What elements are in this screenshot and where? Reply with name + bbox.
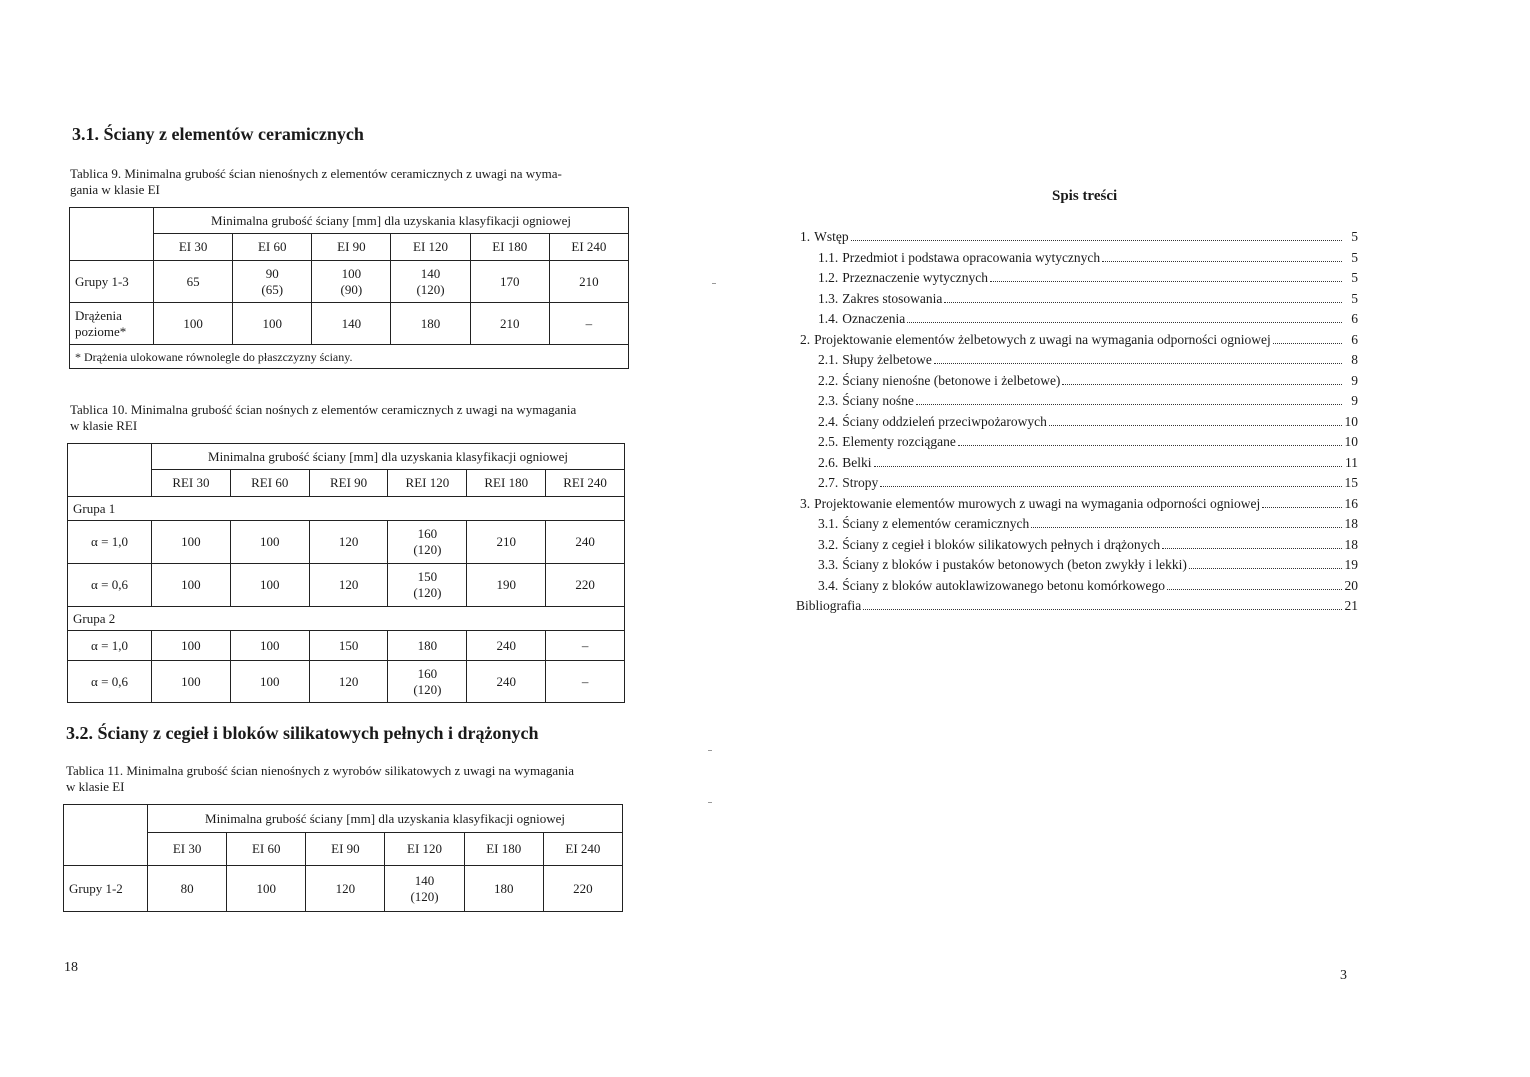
table11-cell-value: 80 (180, 880, 194, 896)
toc-entry[interactable] (796, 332, 1358, 353)
toc-dot-leader (1049, 425, 1342, 426)
toc-entry-title: Ściany nienośne (betonowe i żelbetowe) (842, 372, 1061, 388)
table10-cell (467, 631, 546, 661)
table9-cell (470, 303, 549, 345)
table10-column-header: REI 120 (388, 470, 467, 497)
table10-corner (68, 444, 152, 497)
toc-entry[interactable] (796, 475, 1358, 496)
table9-cell (470, 261, 549, 303)
table10-cell-value: 220 (575, 577, 595, 592)
section-title-3-1: 3.1. Ściany z elementów ceramicznych (72, 124, 364, 144)
table9-cell-value: 140 (420, 265, 441, 281)
toc-entry-page: 10 (1344, 434, 1358, 449)
table9-cell-value: (90) (340, 281, 363, 297)
toc-entry-number: 2.4. (818, 413, 839, 429)
table9-row (70, 261, 629, 303)
table10-row (68, 521, 625, 564)
toc-entry-page: 19 (1344, 557, 1358, 572)
table9-cell (391, 261, 470, 303)
toc-entry-page: 9 (1351, 372, 1358, 388)
toc-entry-number: 2.6. (818, 454, 839, 470)
toc-dot-leader (990, 281, 1342, 282)
table10-cell-value: 100 (259, 577, 280, 592)
table-11 (63, 804, 623, 912)
toc-entry-title: Belki (842, 454, 872, 470)
table10-row-label: α = 0,6 (68, 661, 152, 703)
toc-entry-page: 21 (1344, 598, 1358, 613)
left-page (0, 0, 760, 1077)
toc-entry-title: Zakres stosowania (842, 290, 943, 306)
table11-cell (385, 866, 464, 912)
table10-cell-value: 240 (575, 534, 595, 549)
table10-cell-value: (120) (413, 585, 442, 600)
toc-entry-number: 1.4. (818, 311, 839, 326)
toc-entry-number: 1.2. (818, 270, 839, 285)
table10-cell-value: 100 (181, 534, 201, 549)
toc-entry-title: Ściany z bloków i pustaków betonowych (beton zwykły i lekki) (842, 557, 1187, 572)
table9-row-label-line: poziome* (75, 323, 127, 339)
table11-cell (464, 866, 543, 912)
table9-cell-value: 100 (183, 315, 203, 331)
toc-dot-leader (880, 486, 1342, 487)
table11-row (64, 866, 623, 912)
table10-column-header: REI 240 (546, 470, 625, 497)
table10-cell-value: 240 (496, 637, 516, 653)
toc-entry[interactable] (796, 250, 1358, 271)
toc-entry-page: 11 (1345, 454, 1358, 470)
table10-cell (467, 564, 546, 607)
table11-column-header: EI 90 (306, 833, 385, 866)
toc-entry-page: 5 (1351, 229, 1358, 244)
table10-cell (546, 661, 625, 703)
table9-row-label-line: Drążenia (75, 307, 122, 323)
table9-cell-value: 65 (186, 273, 200, 289)
table10-cell-value: 150 (338, 637, 359, 653)
table10-cell (152, 521, 231, 564)
table9-caption (70, 166, 640, 198)
toc-entry[interactable] (796, 352, 1358, 373)
table9-cell (233, 261, 312, 303)
table10-column-header: REI 60 (230, 470, 309, 497)
table9-column-header: EI 60 (233, 234, 312, 261)
table10-cell-value: 100 (259, 673, 280, 689)
toc-entry-title: Elementy rozciągane (842, 434, 956, 449)
table11-cell (543, 866, 622, 912)
table10-cell (309, 564, 388, 607)
toc-entry-title: Ściany oddzieleń przeciwpożarowych (842, 413, 1047, 429)
scan-speck (708, 802, 712, 803)
table10-cell (388, 661, 467, 703)
toc-entry[interactable] (796, 557, 1358, 578)
table10-cell (309, 631, 388, 661)
toc-entry-number: 1. (800, 229, 811, 244)
table9-cell-value: 100 (341, 265, 362, 281)
toc-entry[interactable] (796, 393, 1358, 414)
table9-row-label: Grupy 1-3 (70, 261, 154, 303)
toc-entry[interactable] (796, 434, 1358, 455)
table11-row-label: Grupy 1-2 (64, 866, 148, 912)
toc-entry-page: 16 (1344, 495, 1358, 511)
page-number-right: 3 (1340, 968, 1347, 983)
table9-cell-value: 140 (341, 315, 362, 331)
table11-cell (148, 866, 227, 912)
table9-cell-value: 210 (499, 315, 520, 331)
toc-entry[interactable] (796, 311, 1358, 332)
toc-entry-title: Przeznaczenie wytycznych (842, 270, 989, 285)
table9-footnote: * Drążenia ulokowane równolegle do płaszczyzny ściany. (70, 345, 629, 369)
table10-cell-value: 160 (417, 526, 438, 541)
table9-caption-line2: gania w klasie EI (70, 182, 160, 197)
toc-entry-number: 2.7. (818, 475, 839, 490)
toc-entry-page: 5 (1351, 270, 1358, 285)
table10-group1: Grupa 1 (68, 497, 625, 521)
table10-row-label: α = 0,6 (68, 564, 152, 607)
table9-column-header: EI 30 (154, 234, 233, 261)
toc-entry-title: Ściany z bloków autoklawizowanego betonu komórkowego (842, 577, 1166, 593)
table11-cell-value: 140 (414, 872, 435, 888)
toc-dot-leader (916, 404, 1342, 405)
toc-entry-number: 3.2. (818, 536, 839, 552)
table9-header: Minimalna grubość ściany [mm] dla uzyskania klasyfikacji ogniowej (154, 208, 629, 234)
toc-entry-page: 5 (1351, 249, 1358, 265)
table9-column-header: EI 180 (470, 234, 549, 261)
table10-cell (388, 564, 467, 607)
toc-dot-leader (1102, 261, 1342, 262)
table11-header: Minimalna grubość ściany [mm] dla uzyskania klasyfikacji ogniowej (148, 805, 623, 833)
table10-cell (152, 564, 231, 607)
table10-cell-value: 120 (338, 673, 359, 689)
toc-entry-page: 6 (1351, 311, 1358, 326)
table9-cell (549, 303, 628, 345)
table9-corner (70, 208, 154, 261)
toc-dot-leader (874, 466, 1343, 467)
toc-entry-number: 2.2. (818, 372, 839, 388)
table10-cell-value: 100 (181, 577, 201, 592)
table9-cell (154, 303, 233, 345)
toc-dot-leader (851, 240, 1342, 241)
table11-column-header: EI 180 (464, 833, 543, 866)
table10-cell-value: 160 (417, 665, 438, 681)
toc-dot-leader (907, 322, 1342, 323)
table10-cell (230, 564, 309, 607)
table10-cell-value: – (581, 637, 589, 653)
table11-cell-value: 180 (493, 880, 514, 896)
toc-title: Spis treści (1052, 188, 1118, 204)
table11-column-header: EI 240 (543, 833, 622, 866)
toc-entry[interactable] (796, 516, 1358, 537)
toc-entry[interactable] (796, 373, 1358, 394)
toc-entry[interactable] (796, 291, 1358, 312)
table9-cell (549, 261, 628, 303)
table11-column-header: EI 30 (148, 833, 227, 866)
table11-caption-line1: Tablica 11. Minimalna grubość ścian nienośnych z wyrobów silikatowych z uwagi na wymagania (66, 763, 575, 778)
table11-cell-value: 100 (256, 880, 276, 896)
table10-cell-value: 100 (181, 637, 201, 653)
table10-cell-value: 150 (417, 569, 438, 584)
table10-cell (152, 631, 231, 661)
table9-cell-value: 90 (265, 265, 279, 281)
toc-entry-number: 2.3. (818, 393, 839, 408)
table10-cell-value: 210 (496, 534, 516, 549)
toc-entry-title: Ściany nośne (842, 393, 914, 408)
table9-cell (312, 303, 391, 345)
toc-entry-number: 2.5. (818, 434, 839, 449)
table10-cell-value: – (581, 673, 589, 689)
scan-speck (712, 283, 716, 284)
toc-entry-title: Słupy żelbetowe (842, 352, 932, 367)
toc-dot-leader (1273, 343, 1342, 344)
table9-cell-value: 170 (499, 273, 520, 289)
table11-column-header: EI 60 (227, 833, 306, 866)
toc-entry[interactable] (796, 598, 1358, 619)
table10-column-header: REI 90 (309, 470, 388, 497)
table10-cell-value: (120) (413, 542, 442, 557)
table10-cell (546, 631, 625, 661)
table9-cell-value: (120) (416, 281, 445, 297)
toc-entry-page: 10 (1344, 413, 1358, 429)
table9-cell (312, 261, 391, 303)
toc-entry-page: 15 (1344, 475, 1358, 490)
toc-entry-title: Ściany z cegieł i bloków silikatowych pełnych i drążonych (842, 536, 1161, 552)
table10-cell-value: 190 (496, 577, 516, 592)
table10-row-label: α = 1,0 (68, 631, 152, 661)
toc-dot-leader (1189, 568, 1342, 569)
table10-caption-line1: Tablica 10. Minimalna grubość ścian nośnych z elementów ceramicznych z uwagi na wymagania (70, 402, 577, 417)
table10-cell (546, 564, 625, 607)
page-number-left: 18 (64, 960, 78, 975)
table10-cell (467, 521, 546, 564)
table9-cell-value: (65) (261, 281, 284, 297)
toc-entry[interactable] (796, 414, 1358, 435)
toc-entry-title: Projektowanie elementów żelbetowych z uwagi na wymagania odporności ogniowej (814, 331, 1271, 347)
toc-dot-leader (1167, 589, 1342, 590)
table10-cell (230, 661, 309, 703)
table10-cell-value: 100 (259, 534, 280, 549)
table11-cell-value: 220 (573, 880, 593, 896)
table9-cell-value: – (585, 315, 593, 331)
table9-column-header: EI 240 (549, 234, 628, 261)
table10-cell (230, 631, 309, 661)
table10-cell-value: 120 (338, 534, 359, 549)
table10-caption (70, 402, 640, 434)
table10-cell-value: 240 (496, 673, 516, 689)
table-9 (69, 207, 629, 369)
toc-dot-leader (958, 445, 1342, 446)
table11-cell-value: 120 (335, 880, 356, 896)
toc-dot-leader (1262, 507, 1342, 508)
table10-row (68, 631, 625, 661)
table10-cell (309, 661, 388, 703)
table9-cell-value: 210 (579, 273, 599, 289)
toc-dot-leader (1031, 527, 1342, 528)
toc-entry[interactable] (796, 578, 1358, 599)
table10-cell-value: 120 (338, 577, 359, 592)
toc-entry-title: Bibliografia (796, 598, 862, 613)
toc-dot-leader (934, 363, 1342, 364)
toc-entry[interactable] (796, 496, 1358, 517)
table11-column-header: EI 120 (385, 833, 464, 866)
table10-cell-value: 180 (417, 637, 438, 653)
table10-column-header: REI 30 (152, 470, 231, 497)
table10-cell (388, 631, 467, 661)
toc-entry-number: 2. (800, 331, 811, 347)
table10-cell (388, 521, 467, 564)
toc-entry-page: 9 (1351, 393, 1358, 408)
table11-corner (64, 805, 148, 866)
toc-entry-page: 20 (1344, 577, 1358, 593)
table10-column-header: REI 180 (467, 470, 546, 497)
toc-entry-number: 2.1. (818, 352, 839, 367)
toc-entry-number: 1.3. (818, 290, 839, 306)
toc-entry-number: 3.1. (818, 516, 839, 531)
table9-cell (154, 261, 233, 303)
table10-cell-value: (120) (413, 681, 442, 697)
table11-caption-line2: w klasie EI (66, 779, 125, 794)
section-title-3-2: 3.2. Ściany z cegieł i bloków silikatowych pełnych i drążonych (66, 723, 539, 743)
table9-cell-value: 180 (420, 315, 441, 331)
toc-dot-leader (863, 609, 1342, 610)
table10-cell (152, 661, 231, 703)
toc-entry-title: Ściany z elementów ceramicznych (842, 516, 1030, 531)
toc-entry-title: Przedmiot i podstawa opracowania wytycznych (842, 249, 1101, 265)
toc-entry[interactable] (796, 270, 1358, 291)
table10-cell (467, 661, 546, 703)
table9-cell (233, 303, 312, 345)
toc-dot-leader (1162, 548, 1342, 549)
table10-cell (230, 521, 309, 564)
table10-row-label: α = 1,0 (68, 521, 152, 564)
toc-entry[interactable] (796, 229, 1358, 250)
table9-caption-line1: Tablica 9. Minimalna grubość ścian nienośnych z elementów ceramicznych z uwagi na wyma- (70, 166, 562, 181)
table9-column-header: EI 90 (312, 234, 391, 261)
toc-entry-number: 3.4. (818, 577, 839, 593)
table9-cell-value: 100 (262, 315, 282, 331)
table9-row (70, 303, 629, 345)
scan-speck (708, 750, 712, 751)
table11-cell-value: (120) (410, 888, 439, 904)
toc-entry-number: 1.1. (818, 249, 839, 265)
table10-row (68, 661, 625, 703)
toc-entry-title: Oznaczenia (842, 311, 906, 326)
table11-cell (227, 866, 306, 912)
toc-entry-title: Wstęp (814, 229, 849, 244)
right-page (760, 0, 1530, 1077)
toc-entry-number: 3.3. (818, 557, 839, 572)
table10-row (68, 564, 625, 607)
toc-entry-page: 8 (1351, 352, 1358, 367)
toc-entry-title: Stropy (842, 475, 879, 490)
toc-entry[interactable] (796, 537, 1358, 558)
table11-cell (306, 866, 385, 912)
table10-cell-value: 100 (259, 637, 280, 653)
table10-cell (309, 521, 388, 564)
table10-group2: Grupa 2 (68, 607, 625, 631)
toc-dot-leader (1062, 384, 1342, 385)
toc-entry-number: 3. (800, 495, 811, 511)
table10-header: Minimalna grubość ściany [mm] dla uzyskania klasyfikacji ogniowej (152, 444, 625, 470)
table-of-contents (796, 229, 1358, 619)
toc-dot-leader (944, 302, 1342, 303)
table9-cell (391, 303, 470, 345)
toc-entry[interactable] (796, 455, 1358, 476)
toc-entry-page: 5 (1351, 290, 1358, 306)
toc-entry-page: 18 (1344, 516, 1358, 531)
table-10 (67, 443, 625, 703)
table11-caption (66, 763, 636, 795)
table10-caption-line2: w klasie REI (70, 418, 138, 433)
table10-cell (546, 521, 625, 564)
table9-row-label (70, 303, 154, 345)
toc-entry-title: Projektowanie elementów murowych z uwagi na wymagania odporności ogniowej (814, 495, 1261, 511)
table9-column-header: EI 120 (391, 234, 470, 261)
toc-entry-page: 6 (1351, 331, 1358, 347)
toc-entry-page: 18 (1344, 536, 1358, 552)
table10-cell-value: 100 (181, 673, 201, 689)
